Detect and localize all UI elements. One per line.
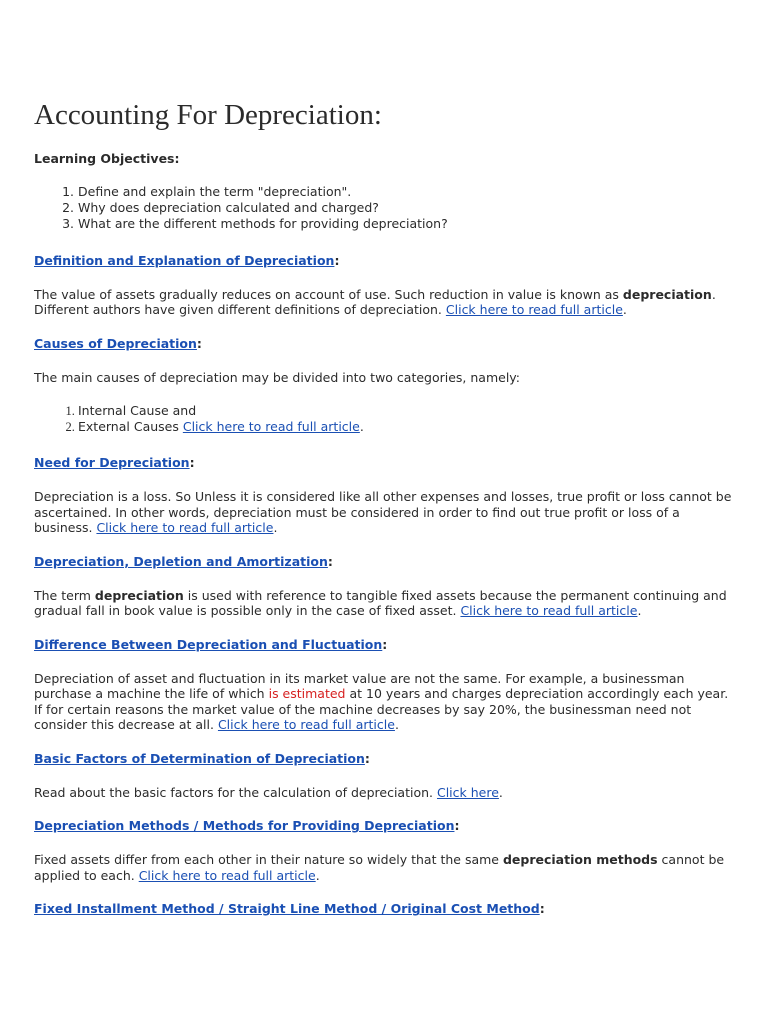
read-more-link[interactable]: Click here to read full article: [96, 520, 274, 536]
read-more-link[interactable]: Click here to read full article: [182, 419, 360, 435]
heading-colon: :: [327, 553, 333, 569]
learning-objectives-list: [34, 184, 734, 232]
need-paragraph: [34, 489, 734, 536]
heading-colon: :: [454, 818, 460, 834]
factors-heading-link[interactable]: Basic Factors of Determination of Depreciation: [34, 750, 365, 766]
page-title: Accounting For Depreciation:: [34, 99, 382, 131]
bold-term: depreciation: [622, 286, 712, 302]
bold-term: depreciation methods: [502, 852, 658, 868]
section-heading-definition: [34, 253, 734, 269]
list-item: 1. Define and explain the term "depreciation".: [78, 184, 734, 200]
text: The term: [34, 587, 95, 603]
text: . Different authors have given different definitions of depreciation.: [34, 286, 716, 318]
highlighted-text: is estimated: [268, 686, 346, 702]
fixed-installment-heading-link[interactable]: Fixed Installment Method / Straight Line Method / Original Cost Method: [34, 901, 540, 917]
text: .: [273, 520, 278, 536]
text: is used with reference to tangible fixed assets because the permanent continuing and gradual fall in book value is possible only in the case of fixed asset.: [34, 587, 727, 619]
section-heading-depletion: [34, 554, 734, 570]
heading-colon: :: [334, 252, 340, 268]
section-heading-fixed-installment: [34, 901, 734, 917]
depletion-paragraph: [34, 588, 734, 619]
section-heading-need: [34, 455, 734, 471]
text: Depreciation is a loss. So Unless it is considered like all other expenses and losses, true profit or loss cannot be ascertained. In other words, depreciation must be considered in order to find out true profit or loss of a business.: [34, 489, 732, 536]
section-heading-causes: [34, 336, 734, 352]
text: Depreciation of asset and fluctuation in its market value are not the same. For example, a businessman purchase a machine the life of which: [34, 670, 685, 702]
learning-objectives-heading: Learning Objectives:: [34, 150, 180, 166]
bold-term: depreciation: [94, 587, 184, 603]
text: Fixed assets differ from each other in their nature so widely that the same: [34, 852, 503, 868]
read-more-link[interactable]: Click here to read full article: [460, 603, 638, 619]
list-item: [78, 419, 734, 435]
section-heading-factors: [34, 751, 734, 767]
read-more-link[interactable]: Click here: [436, 784, 499, 800]
text: .: [498, 784, 503, 800]
heading-colon: :: [364, 750, 370, 766]
causes-paragraph: The main causes of depreciation may be divided into two categories, namely:: [34, 369, 520, 385]
fluctuation-paragraph: [34, 671, 734, 733]
text: .: [637, 603, 642, 619]
causes-heading-link[interactable]: Causes of Depreciation: [34, 335, 197, 351]
list-item: 1. Internal Cause and: [78, 403, 734, 419]
causes-list: [34, 403, 734, 435]
section-heading-fluctuation: [34, 637, 734, 653]
methods-heading-link[interactable]: Depreciation Methods / Methods for Providing Depreciation: [34, 818, 455, 834]
methods-paragraph: [34, 852, 734, 883]
list-item: 2. Why does depreciation calculated and charged?: [78, 200, 734, 216]
read-more-link[interactable]: Click here to read full article: [138, 867, 316, 883]
text: External Causes: [78, 419, 183, 435]
depletion-heading-link[interactable]: Depreciation, Depletion and Amortization: [34, 553, 328, 569]
text: cannot be applied to each.: [34, 852, 725, 883]
factors-paragraph: [34, 785, 734, 801]
need-heading-link[interactable]: Need for Depreciation: [34, 455, 190, 471]
fluctuation-heading-link[interactable]: Difference Between Depreciation and Fluctuation: [34, 636, 383, 652]
read-more-link[interactable]: Click here to read full article: [445, 302, 623, 318]
heading-colon: :: [196, 335, 202, 351]
text: .: [394, 717, 399, 733]
text: .: [622, 302, 627, 318]
text: .: [359, 419, 364, 435]
list-item: 3. What are the different methods for providing depreciation?: [78, 216, 734, 232]
definition-heading-link[interactable]: Definition and Explanation of Depreciation: [34, 252, 335, 268]
heading-colon: :: [382, 636, 388, 652]
section-heading-methods: [34, 818, 734, 834]
read-more-link[interactable]: Click here to read full article: [217, 717, 395, 733]
text: Read about the basic factors for the calculation of depreciation.: [34, 784, 437, 800]
heading-colon: :: [539, 901, 545, 917]
text: The value of assets gradually reduces on account of use. Such reduction in value is known as: [34, 286, 623, 302]
text: .: [315, 867, 320, 883]
definition-paragraph: [34, 287, 734, 318]
text: at 10 years and charges depreciation accordingly each year. If for certain reasons the market value of the machine decreases by say 20%, the businessman need not consider this decrease at all.: [34, 686, 729, 733]
heading-colon: :: [189, 455, 195, 471]
